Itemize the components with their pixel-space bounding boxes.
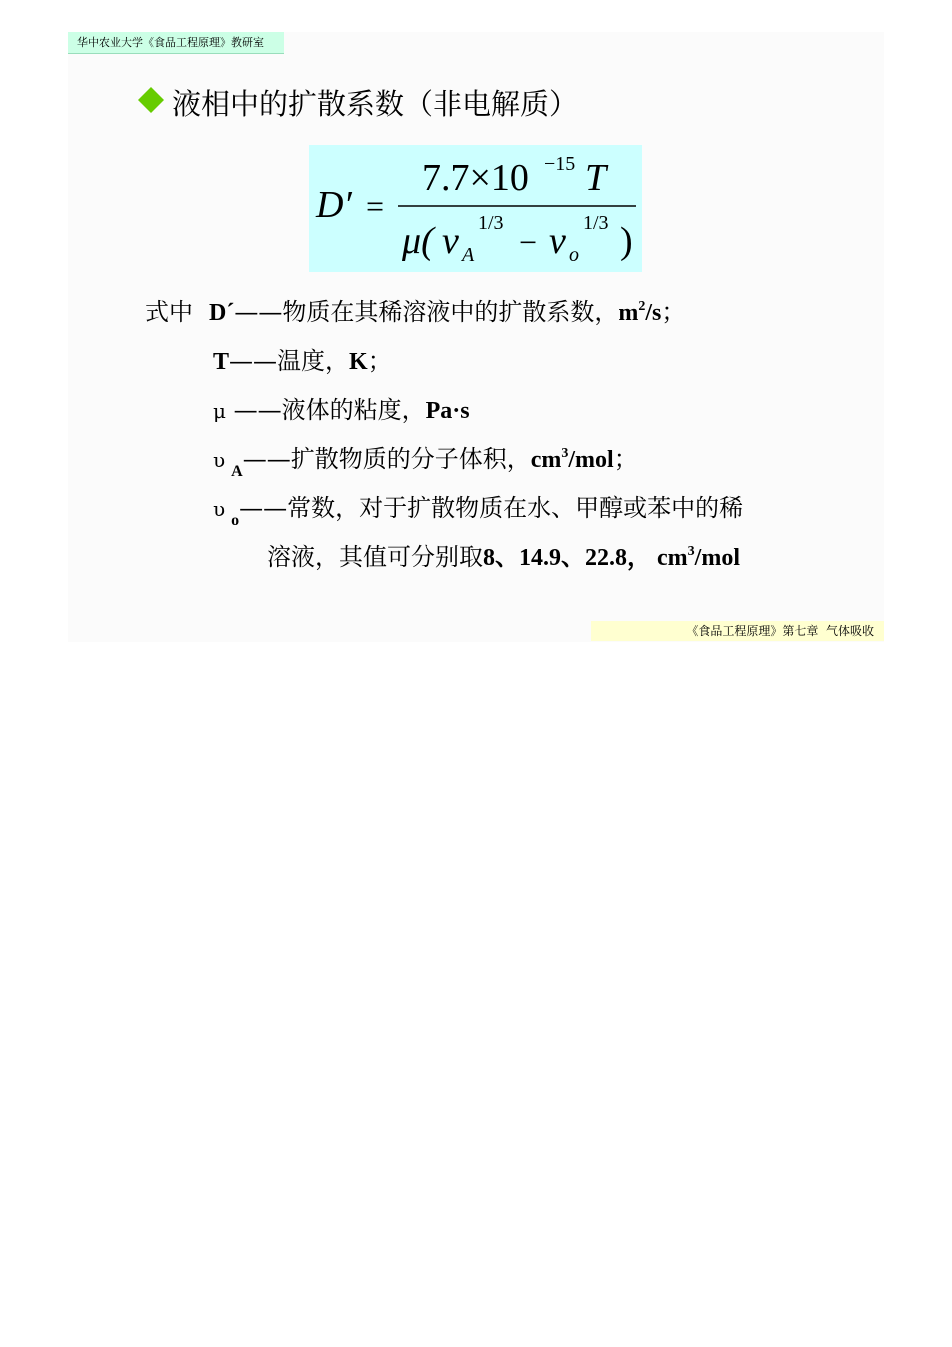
vo-values: 8、14.9、22.8，: [483, 545, 651, 571]
definition-d-text: ——物质在其稀溶液中的扩散系数，: [234, 298, 619, 326]
definition-va-text: ——扩散物质的分子体积，: [242, 445, 531, 473]
symbol-upsilon-a: υ: [213, 448, 226, 472]
chapter-footer-text: 《食品工程原理》第七章 气体吸收: [686, 624, 874, 638]
unit-d-part1: m: [618, 300, 639, 326]
formula-den-pow1: 1/3: [478, 212, 504, 234]
definition-mu-text: ——液体的粘度，: [226, 396, 426, 424]
definition-va-end: ；: [613, 445, 638, 473]
definition-intro: 式中: [145, 298, 193, 326]
formula-num-coef: 7.7×10: [422, 157, 529, 199]
unit-va-sup: 3: [561, 446, 569, 461]
unit-va-part2: /mol: [568, 447, 614, 473]
definition-t-end: ；: [367, 347, 392, 375]
unit-d-sup: 2: [638, 299, 646, 314]
symbol-t: T: [213, 349, 230, 375]
definition-vo-continued: [267, 541, 740, 578]
formula-equals: =: [366, 188, 385, 224]
formula-den-close: ): [620, 220, 633, 262]
symbol-d: D´: [209, 300, 235, 326]
definition-d-end: ；: [661, 298, 686, 326]
definition-t-text: ——温度，: [229, 347, 350, 375]
institution-header: [68, 32, 284, 54]
definition-t: [213, 345, 392, 378]
formula-num-var: T: [585, 157, 607, 199]
symbol-upsilon-o: υ: [213, 497, 226, 521]
formula-den-v2: v: [549, 220, 566, 262]
formula-den-sub1: A: [462, 244, 475, 266]
symbol-upsilon-o-sub: o: [231, 512, 240, 529]
institution-header-text: 华中农业大学《食品工程原理》教研室: [77, 36, 264, 49]
formula-den-mu: μ(: [402, 220, 434, 262]
formula-den-sub2: o: [569, 244, 579, 266]
symbol-mu: μ: [213, 399, 226, 423]
unit-vo-sup: 3: [687, 544, 695, 559]
definition-vo-text: ——常数，对于扩散物质在水、甲醇或苯中的稀: [239, 494, 744, 522]
chapter-footer: [591, 621, 884, 641]
diamond-bullet-icon: [138, 87, 164, 113]
formula-lhs: D′: [316, 184, 352, 226]
formula-den-pow2: 1/3: [583, 212, 609, 234]
diffusion-formula: [309, 145, 642, 272]
definition-vo: [213, 492, 743, 528]
definition-mu: [213, 394, 470, 427]
formula-den-v1: v: [442, 220, 459, 262]
formula-box: [309, 145, 642, 272]
symbol-upsilon-a-sub: A: [231, 463, 243, 480]
formula-num-exp: −15: [544, 153, 576, 175]
unit-d-part2: /s: [645, 300, 662, 326]
unit-mu: Pa·s: [425, 398, 470, 424]
unit-va-part1: cm: [530, 447, 562, 473]
unit-vo-part1: cm: [651, 545, 688, 571]
unit-vo-part2: /mol: [694, 545, 740, 571]
definition-va: [213, 443, 638, 480]
definition-vo-cont-text: 溶液，其值可分别取: [267, 543, 483, 571]
definition-d: [145, 296, 685, 333]
slide-title: 液相中的扩散系数（非电解质）: [172, 87, 579, 121]
formula-den-minus: −: [519, 224, 538, 260]
unit-t: K: [349, 349, 368, 375]
